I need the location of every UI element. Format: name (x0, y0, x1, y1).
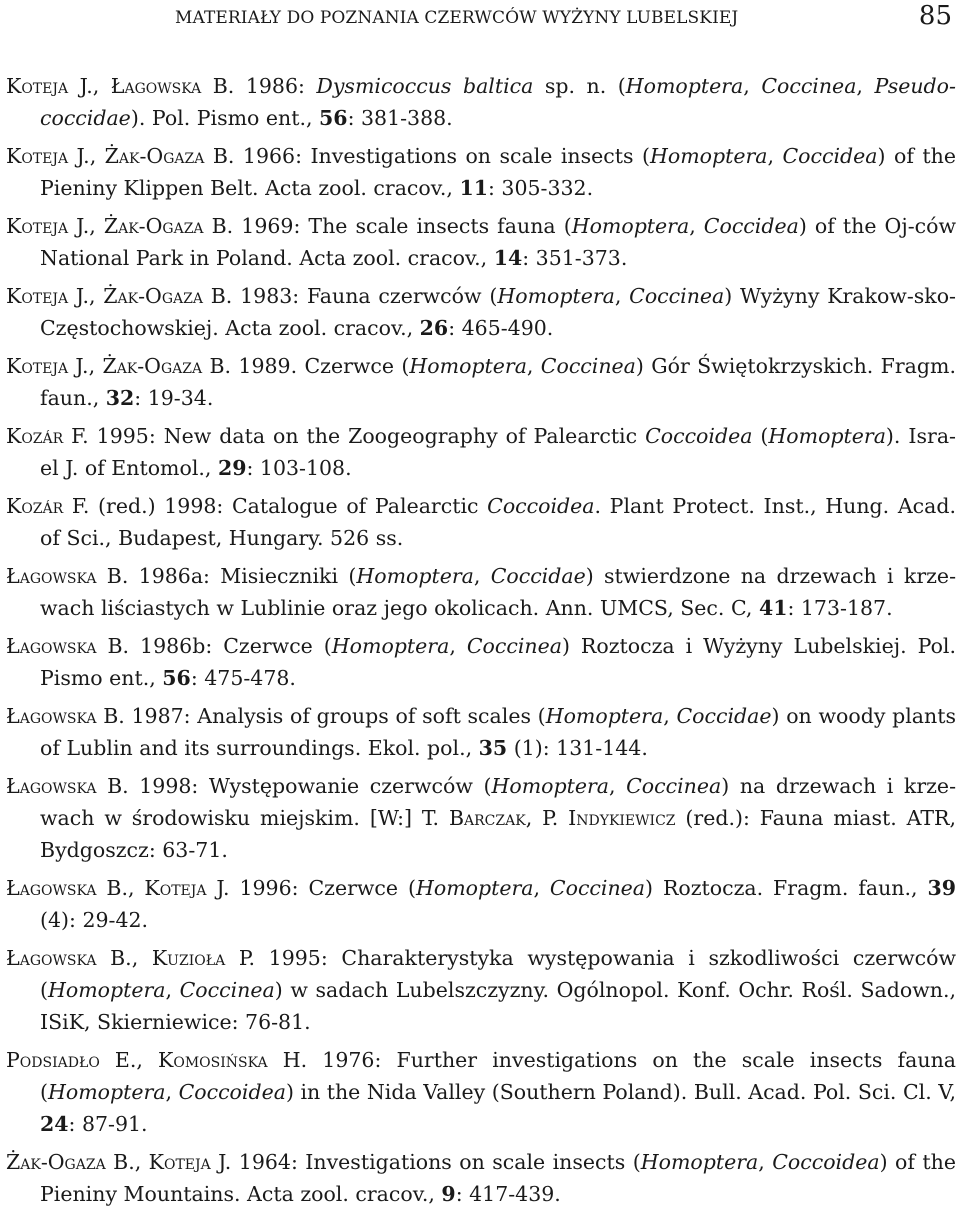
reference-text: ) Gór Świętokrzyskich. Fragm. faun., (40, 354, 956, 410)
reference-authors: Koteja J., Żak-Ogaza B. (6, 214, 234, 238)
reference-entry (6, 872, 956, 936)
reference-italic-term: Coccoidea (487, 494, 595, 518)
reference-entry (6, 420, 956, 484)
reference-italic-term: Homoptera (356, 564, 474, 588)
reference-text: , (689, 214, 704, 238)
reference-text: , (449, 634, 467, 658)
reference-italic-term: Coccinea (761, 74, 857, 98)
reference-volume: 29 (217, 456, 247, 480)
reference-text: 1964: Investigations on scale insects ( (231, 1150, 641, 1174)
reference-text: , (165, 1080, 179, 1104)
reference-text: , (614, 284, 630, 308)
reference-authors: Kozár F. (6, 494, 90, 518)
reference-entry (6, 560, 956, 624)
reference-italic-term: Homoptera (649, 144, 768, 168)
reference-entry (6, 280, 956, 344)
reference-italic-term: Homoptera (625, 74, 744, 98)
reference-entry (6, 70, 956, 134)
reference-text: (4): 29-42. (40, 908, 149, 932)
reference-entry (6, 630, 956, 694)
reference-volume: 56 (319, 106, 348, 130)
reference-text: (red.): Fauna miast. ATR, Bydgoszcz: 63-71. (40, 806, 956, 862)
reference-text: 1983: Fauna czerwców ( (232, 284, 498, 308)
reference-authors: Koteja J., Żak-Ogaza B. (6, 284, 233, 308)
reference-italic-term: Coccinea (626, 774, 722, 798)
reference-text: ) of the Oj-ców National Park in Poland. Acta zool. cracov., (40, 214, 956, 270)
reference-text: , (609, 774, 627, 798)
reference-text: : 19-34. (134, 386, 214, 410)
reference-text: 1995: New data on the Zoogeography of Palearctic (88, 424, 646, 448)
reference-text: 1986b: Czerwce ( (129, 634, 332, 658)
reference-text: , (473, 564, 491, 588)
reference-volume: 11 (459, 176, 488, 200)
reference-volume: 56 (162, 666, 191, 690)
reference-text: ) Wyżyny Krakow-sko-Częstochowskiej. Acta zool. cracov., (40, 284, 956, 340)
reference-text: sp. n. ( (533, 74, 626, 98)
reference-text: 1995: Charakterystyka występowania i szkodliwości czerwców ( (40, 946, 956, 1002)
reference-volume: 9 (441, 1182, 456, 1206)
reference-text: ) na drzewach i krze-wach w środowisku miejskim. [W:] T. (40, 774, 956, 830)
reference-text: ) w sadach Lubelszczyzny. Ogólnopol. Konf. Ochr. Rośl. Sadown., ISiK, Skierniewice: 76-81. (40, 978, 956, 1034)
reference-authors: Kozár F. (6, 424, 89, 448)
reference-authors: Koteja J., Łagowska B. (6, 74, 235, 98)
reference-italic-term: Homoptera (409, 354, 527, 378)
reference-text: : 475-478. (190, 666, 296, 690)
reference-text: ) on woody plants of Lublin and its surroundings. Ekol. pol., (40, 704, 956, 760)
page-header (0, 1, 960, 34)
reference-text: (1): 131-144. (507, 736, 648, 760)
reference-entry (6, 770, 956, 866)
reference-text: , (743, 74, 762, 98)
reference-text: : 351-373. (522, 246, 628, 270)
reference-text: : 305-332. (487, 176, 594, 200)
reference-text: ) of the Pieniny Klippen Belt. Acta zool. cracov., (40, 144, 956, 200)
reference-text: (red.) 1998: Catalogue of Palearctic (89, 494, 488, 518)
reference-text: : 417-439. (455, 1182, 561, 1206)
reference-authors: Łagowska B., Koteja J. (6, 876, 230, 900)
reference-italic-term: Homoptera (48, 978, 166, 1002)
running-title: MATERIAŁY DO POZNANIA CZERWCÓW WYŻYNY LUBELSKIEJ (175, 8, 739, 28)
reference-authors: Łagowska B., Kuzioła P. (6, 946, 256, 970)
reference-italic-term: Homoptera (415, 876, 534, 900)
reference-authors: Łagowska B. (6, 704, 125, 728)
reference-text: ) Roztocza. Fragm. faun., (645, 876, 928, 900)
reference-italic-term: Coccoidea (178, 1080, 286, 1104)
reference-text: 1969: The scale insects fauna ( (233, 214, 572, 238)
page-number: 85 (918, 1, 952, 31)
reference-volume: 26 (419, 316, 449, 340)
reference-italic-term: Homoptera (640, 1150, 759, 1174)
reference-italic-term: Homoptera (768, 424, 886, 448)
reference-italic-term: Coccoidea (645, 424, 753, 448)
reference-text: : 87-91. (68, 1112, 148, 1136)
reference-text: : 465-490. (448, 316, 554, 340)
reference-entry (6, 942, 956, 1038)
reference-text: 1996: Czerwce ( (229, 876, 416, 900)
reference-entry (6, 350, 956, 414)
reference-text: , (856, 74, 875, 98)
reference-authors: Łagowska B. (6, 774, 129, 798)
reference-italic-term: Coccinea (549, 876, 646, 900)
reference-text: 1989. Czerwce ( (231, 354, 410, 378)
reference-text: 1987: Analysis of groups of soft scales ( (124, 704, 546, 728)
reference-text: 1998: Występowanie czerwców ( (128, 774, 492, 798)
reference-entry (6, 700, 956, 764)
reference-italic-term: Coccidea (782, 144, 878, 168)
reference-text: , (767, 144, 783, 168)
reference-italic-term: Coccinea (629, 284, 725, 308)
reference-authors: Koteja J., Żak-Ogaza B. (6, 354, 232, 378)
reference-text: ) Roztocza i Wyżyny Lubelskiej. Pol. Pismo ent., (40, 634, 956, 690)
reference-italic-term: Coccinea (540, 354, 636, 378)
reference-text: ) of the Pieniny Mountains. Acta zool. cracov., (40, 1150, 956, 1206)
reference-text: , P. (525, 806, 569, 830)
reference-text: ) stwierdzone na drzewach i krze-wach liściastych w Lublinie oraz jego okolicach. Ann. UMCS, Sec. C, (40, 564, 956, 620)
reference-volume: 35 (478, 736, 508, 760)
reference-authors: Podsiadło E., Komosińska H. (6, 1048, 308, 1072)
reference-text: 1986: (234, 74, 317, 98)
reference-entry (6, 140, 956, 204)
reference-entry (6, 210, 956, 274)
reference-entry (6, 490, 956, 554)
reference-entry (6, 1146, 956, 1210)
reference-italic-term: Homoptera (331, 634, 450, 658)
reference-text: , (663, 704, 677, 728)
reference-text: , (165, 978, 180, 1002)
reference-italic-term: Coccidae (676, 704, 772, 728)
reference-authors: Łagowska B. (6, 564, 129, 588)
reference-italic-term: Homoptera (48, 1080, 166, 1104)
reference-text: 1966: Investigations on scale insects ( (234, 144, 650, 168)
reference-italic-term: Coccinea (179, 978, 275, 1002)
reference-text: , (533, 876, 550, 900)
reference-italic-term: Homoptera (497, 284, 615, 308)
reference-list (6, 70, 956, 1216)
reference-text: . Plant Protect. Inst., Hung. Acad. of Sci., Budapest, Hungary. 526 ss. (40, 494, 956, 550)
reference-italic-term: Coccinea (466, 634, 562, 658)
reference-volume: 41 (758, 596, 788, 620)
reference-text: ). Pol. Pismo ent., (130, 106, 320, 130)
reference-italic-term: Homoptera (491, 774, 609, 798)
reference-text: : 381-388. (347, 106, 453, 130)
reference-authors: Żak-Ogaza B., Koteja J. (6, 1150, 232, 1174)
reference-text: 1986a: Misieczniki ( (128, 564, 357, 588)
reference-italic-term: Homoptera (545, 704, 664, 728)
reference-text: ( (752, 424, 769, 448)
reference-volume: 14 (493, 246, 523, 270)
reference-authors: Łagowska B. (6, 634, 130, 658)
reference-entry (6, 1044, 956, 1140)
reference-italic-term: Coccidae (490, 564, 586, 588)
reference-text: 1976: Further investigations on the scale insects fauna ( (40, 1048, 956, 1104)
reference-text: : 173-187. (787, 596, 893, 620)
reference-authors: Indykiewicz (568, 806, 676, 830)
reference-italic-term: Pseudo-coccidae (40, 74, 956, 130)
reference-text: ) in the Nida Valley (Southern Poland). Bull. Acad. Pol. Sci. Cl. V, (285, 1080, 956, 1104)
reference-volume: 24 (40, 1112, 69, 1136)
reference-text: : 103-108. (246, 456, 352, 480)
reference-authors: Barczak (448, 806, 526, 830)
reference-text: ). Isra-el J. of Entomol., (40, 424, 956, 480)
reference-italic-term: Coccoidea (772, 1150, 880, 1174)
reference-italic-term: Homoptera (571, 214, 690, 238)
reference-italic-term: Coccidea (703, 214, 799, 238)
reference-text: , (526, 354, 541, 378)
reference-authors: Koteja J., Żak-Ogaza B. (6, 144, 235, 168)
reference-text: , (758, 1150, 773, 1174)
reference-volume: 39 (927, 876, 956, 900)
reference-italic-term: Dysmicoccus baltica (316, 74, 534, 98)
reference-volume: 32 (105, 386, 135, 410)
